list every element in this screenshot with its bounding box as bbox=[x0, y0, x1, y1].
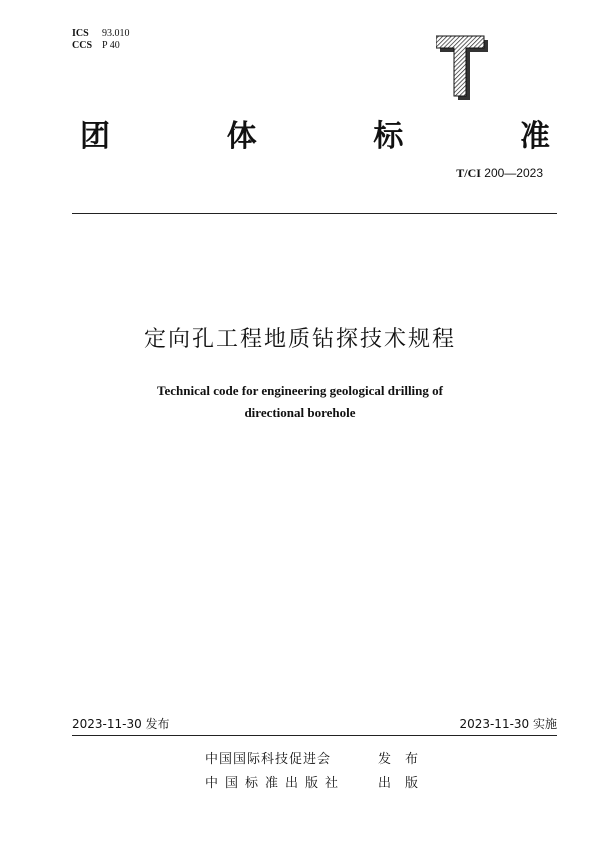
ics-label: ICS bbox=[72, 28, 89, 39]
ccs-row bbox=[72, 40, 130, 52]
group-standard-title bbox=[80, 117, 550, 157]
ics-value: 93.010 bbox=[102, 28, 130, 39]
english-title-line-1: Technical code for engineering geological drilling of bbox=[157, 383, 443, 398]
group-title-char-2: 体 bbox=[226, 119, 257, 154]
implementation-date: 2023-11-30 实施 bbox=[459, 717, 557, 731]
ccs-label: CCS bbox=[72, 40, 93, 51]
bottom-divider bbox=[72, 735, 557, 736]
group-standard-logo bbox=[436, 34, 488, 100]
group-title-char-4: 准 bbox=[519, 119, 550, 154]
classification-codes bbox=[72, 28, 130, 52]
top-divider bbox=[72, 213, 557, 214]
english-title-line-2: directional borehole bbox=[244, 405, 356, 420]
standard-number-value: 200—2023 bbox=[484, 166, 543, 180]
press-name: 中国标准出版社 bbox=[205, 776, 346, 791]
publisher-role: 发布 bbox=[378, 752, 433, 767]
press-role: 出版 bbox=[378, 776, 433, 791]
standard-number bbox=[456, 166, 543, 181]
chinese-title: 定向孔工程地质钻探技术规程 bbox=[143, 327, 456, 352]
group-title-char-1: 团 bbox=[80, 119, 110, 154]
group-title-char-3: 标 bbox=[373, 119, 404, 154]
ccs-value: P 40 bbox=[102, 40, 120, 51]
english-title bbox=[0, 380, 600, 424]
issue-date: 2023-11-30 发布 bbox=[72, 717, 170, 731]
ics-row bbox=[72, 28, 130, 40]
standard-number-prefix: T/CI bbox=[456, 166, 481, 180]
publisher-name: 中国国际科技促进会 bbox=[205, 752, 332, 767]
